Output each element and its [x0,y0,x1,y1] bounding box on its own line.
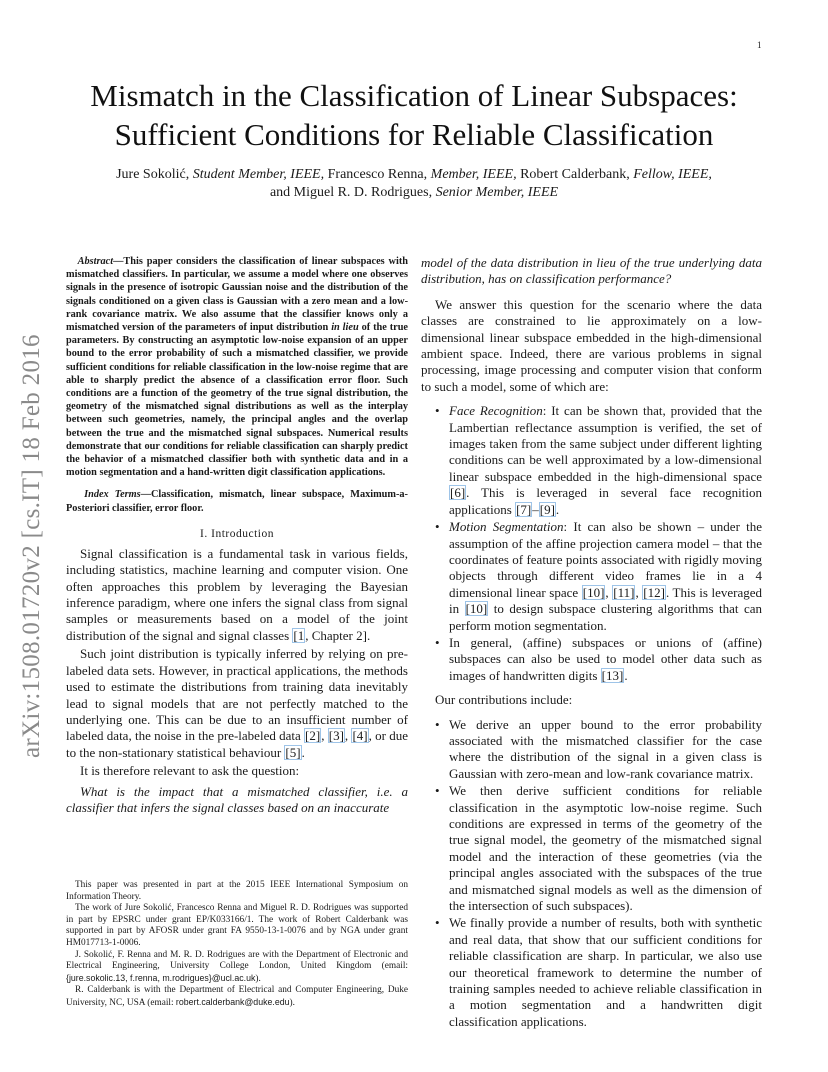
list-item-contribution-1: • We derive an upper bound to the error probability associated with the mismatched classifier for the case where the distribution of the signal in a given class is Gaussian with zero-mean and low-rank covariance matrix. [435,716,762,781]
bullet-icon: • [435,915,440,931]
citation-link[interactable]: [1 [293,627,305,643]
citation-link[interactable]: [9] [539,501,555,517]
abstract-text: This paper considers the classification of linear subspaces with mismatched classifiers. In particular, we assume a model where one observes signals in the presence of isotropic Gaussian noise and the distribution of the signals conditioned on a given class is Gaussian with a zero mean and a low-rank covariance matrix. We also assume that the classifier knows only a mismatched version of the parameters of input distribution [66,256,408,334]
abstract-label: Abstract [77,256,114,267]
email-address: {jure.sokolic.13, f.renna, m.rodrigues}@ucl.ac.uk [66,972,256,983]
page-number: 1 [757,40,762,50]
citation-link[interactable]: [10] [582,584,605,600]
list-item-motion-segmentation: • Motion Segmentation: It can also be shown – under the assumption of the affine projection camera model – that the coordinates of feature points associated with rigidly moving objects through different video frames lie in a 4 dimensional linear space [10], [11], [12]. This is leveraged in [10] to design subspace clustering algorithms that can perform motion segmentation. [435,519,763,633]
right-column [421,255,762,1031]
author-calderbank: Robert Calderbank, [520,167,630,182]
left-column [66,255,408,816]
citation-link[interactable]: [6] [450,485,466,501]
author-role: Senior Member, IEEE [435,185,559,200]
email-address: robert.calderbank@duke.edu [175,996,290,1007]
citation-link[interactable]: [7] [516,501,532,517]
list-item-contribution-2: • We then derive sufficient conditions for reliable classification in the asymptotic low-noise regime. Such conditions are expressed in terms of the geometry of the true signal model, the geometry of the mismatched signal model and the interaction of these geometries (via the principal angles associated with the subspaces of the true and mismatched signal models as well as the dimension of the intersection of such subspaces). [435,783,762,914]
citation-link[interactable]: [3] [328,728,344,744]
list-item-contribution-3: • We finally provide a number of results, both with synthetic and real data, that show that our sufficient conditions for reliable classification are sharp. In particular, we also use our theoretical framework to determine the number of training samples needed to achieve reliable classification in a motion segmentation and a handwritten digit classification applications. [435,915,762,1029]
contribution-list [421,717,762,1031]
bullet-icon: • [435,716,440,732]
citation-link[interactable]: [2] [305,728,321,744]
author-line-1 [40,166,788,184]
research-question-cont: model of the data distribution in lieu of the true underlying data distribution, has on classification performance? [421,255,762,287]
bullet-icon: • [435,783,440,799]
intro-paragraph-2: Such joint distribution is typically inferred by relying on pre-labeled data sets. However, in practical applications, the methods used to estimate the distributions from training data inevitably lead to signal models that are not perfectly matched to the underlying one. This can be due to an insufficient number of labeled data, the noise in the pre-labeled data [2], [3], [4], or due to the non-stationary statistical behaviour [5]. [66,646,409,760]
footnote-3: J. Sokolić, F. Renna and M. R. D. Rodrigues are with the Department of Electronic and Electrical Engineering, University College London, United Kingdom (email: {jure.sokolic.13, f.renna, m.rodrigues}@ucl.ac.uk). [66,949,408,984]
footnote-1: This paper was presented in part at the 2015 IEEE International Symposium on Information Theory. [66,880,408,902]
citation-link[interactable]: [5] [285,744,301,760]
bullet-icon: • [435,634,440,650]
index-terms [66,488,408,514]
dash: — [113,256,124,267]
application-list [421,403,762,684]
citation-link[interactable]: [11] [613,584,635,600]
abstract-text-cont: of the true parameters. By constructing an asymptotic low-noise expansion of an upper bound to the error probability of such a mismatched classifier, we provide sufficient conditions for reliable classification in the low-noise regime that are able to sharply predict the absence of a classification error floor. Such conditions are a function of the geometry of the true signal distribution, the geometry of the mismatched signal distributions as well as the interplay between such geometries, namely, the principal angles and the overlap between the true and the mismatched signal subspaces. Numerical results demonstrate that our conditions for reliable classification can sharply predict the behavior of a mismatched classifier both with synthetic data and in a motion segmentation and a hand-written digit classification applications. [66,322,409,479]
contributions-intro: Our contributions include: [435,692,573,708]
section-heading-introduction: I. Introduction [200,527,274,540]
title-block [40,76,788,202]
citation-link[interactable]: [10] [465,601,488,617]
list-item-handwritten-digits: • In general, (affine) subspaces or unions of (affine) subspaces can also be used to model other data such as images of handwritten digits [13]. [435,634,762,683]
index-terms-text: Classification, mismatch, linear subspace, Maximum-a-Posteriori classifier, error floor. [66,489,408,514]
footnote-4: R. Calderbank is with the Department of Electrical and Computer Engineering, Duke University, NC, USA (email: robert.calderbank@duke.edu). [66,985,408,1008]
bullet-icon: • [435,519,440,535]
citation-link[interactable]: [4] [352,728,368,744]
author-rodrigues: and Miguel R. D. Rodrigues, [269,185,433,200]
citation-link[interactable]: [13] [601,667,624,683]
right-paragraph-1: We answer this question for the scenario where the data classes are constrained to lie approximately on a low-dimensional linear subspace embedded in the high-dimensional ambient space. Indeed, there are various problems in signal processing, image processing and computer vision that conform to such a model, some of which are: [421,296,762,394]
research-question: What is the impact that a mismatched classifier, i.e. a classifier that infers the signal classes based on an inaccurate [66,783,408,815]
author-role: Member, IEEE, [430,167,517,182]
title-line-1: Mismatch in the Classification of Linear Subspaces: [90,78,738,113]
bullet-icon: • [435,403,440,419]
footnote-2: The work of Jure Sokolić, Francesco Renna and Miguel R. D. Rodrigues was supported in part by EPSRC under grant EP/K033166/1. The work of Robert Calderbank was supported in part by AFOSR under grant FA 9550-13-1-0076 and by NGA under grant HM017713-1-0006. [66,903,408,948]
footnotes [66,880,408,1010]
index-terms-label: Index Terms [84,489,141,501]
abstract-emphasis: in lieu [331,322,359,334]
arxiv-identifier-stamp: arXiv:1508.01720v2 [cs.IT] 18 Feb 2016 [18,334,45,758]
paper-title [40,76,788,154]
intro-paragraph-3: It is therefore relevant to ask the question: [80,763,300,779]
author-renna: Francesco Renna, [327,167,428,182]
author-role: Fellow, IEEE, [633,167,712,182]
abstract [66,255,408,479]
author-line-2 [40,184,788,202]
dash: — [140,489,151,501]
author-sokolic: Jure Sokolić, [116,167,190,182]
citation-link[interactable]: [12] [643,584,665,600]
author-role: Student Member, IEEE, [192,167,325,182]
list-item-face-recognition: • Face Recognition: It can be shown that, provided that the Lambertian reflectance assumption is verified, the set of images taken from the same subject under different lighting conditions can be well approximated by a low-dimensional linear subspace embedded in the high-dimensional space [6]. This is leveraged in several face recognition applications [7]–[9]. [435,403,762,517]
intro-paragraph-1: Signal classification is a fundamental task in various fields, including statistics, machine learning and computer vision. One often approaches this problem by leveraging the Bayesian inference paradigm, where one infers the signal class from signal samples or measurements based on a model of the joint distribution of the signal and signal classes [1, Chapter 2]. [66,545,408,643]
title-line-2: Sufficient Conditions for Reliable Classification [114,117,714,152]
author-list [40,166,788,202]
